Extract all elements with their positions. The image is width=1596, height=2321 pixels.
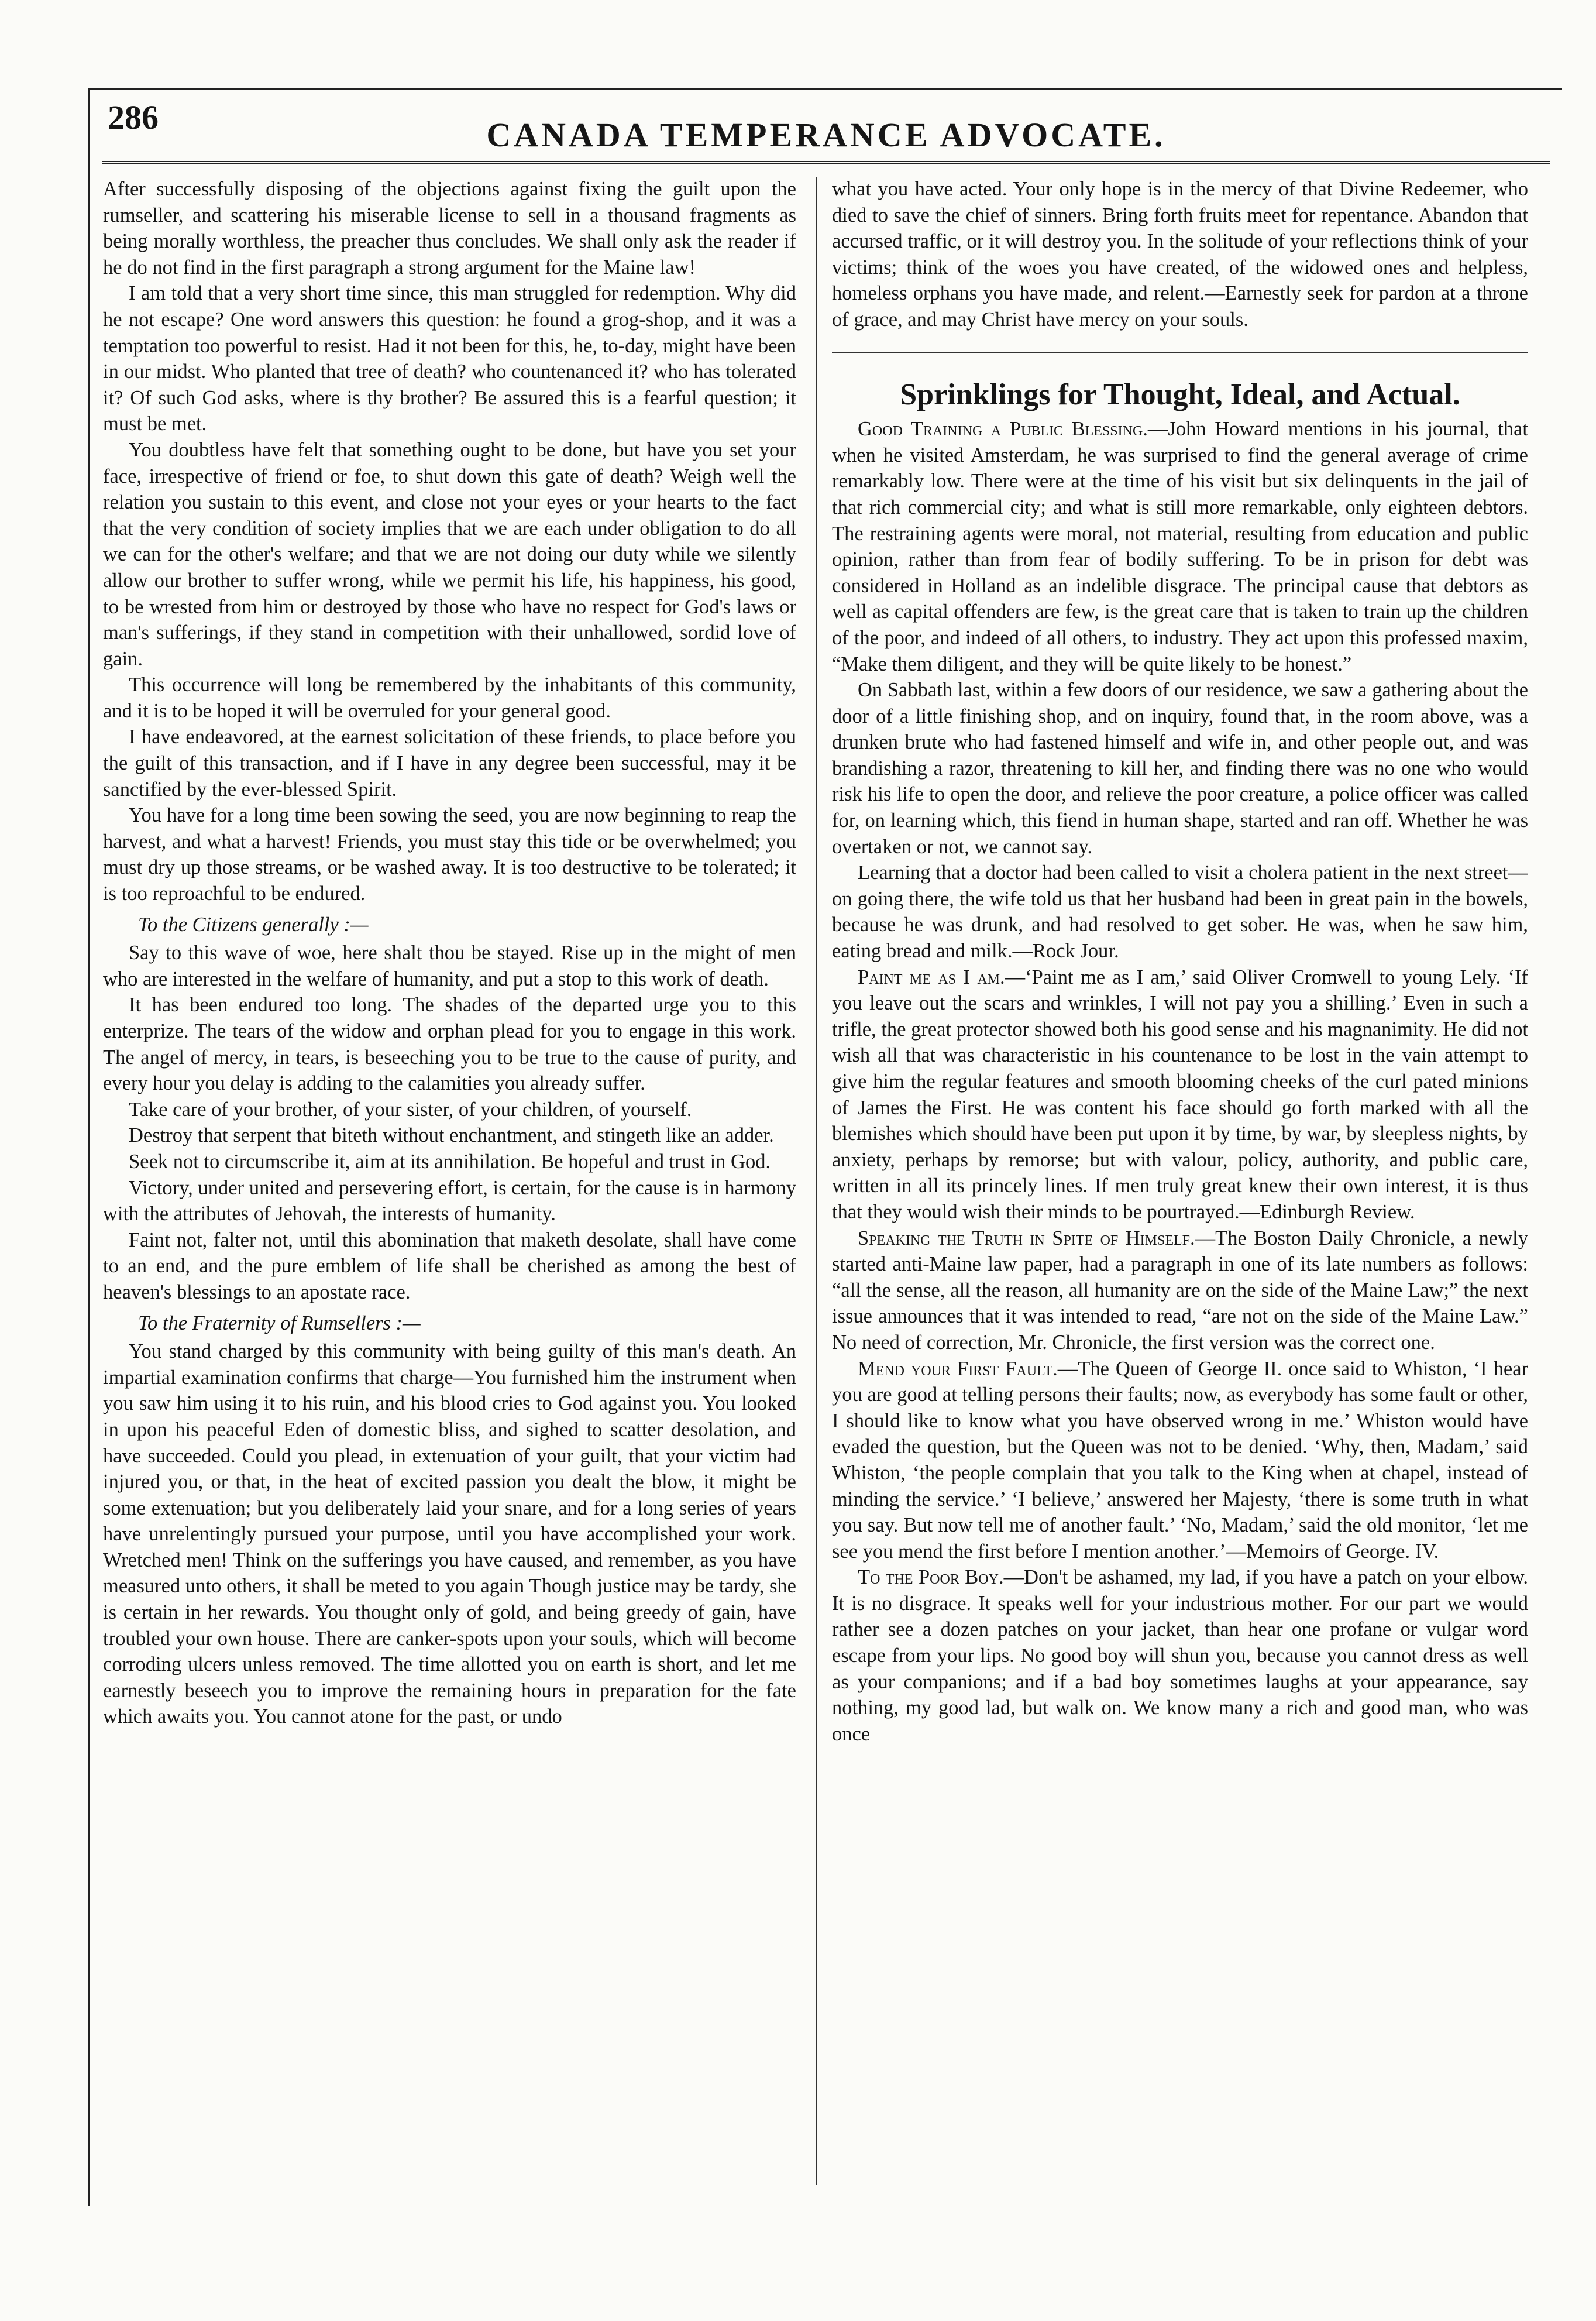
item-lead: Speaking the Truth in Spite of Himself.	[858, 1227, 1195, 1249]
item-text: —Don't be ashamed, my lad, if you have a patch on your elbow. It is no disgrace. It speaks well for your industrious mother. For our part we would rather see a dozen patches on your jacket, than hear one profane or vulgar word escape from your lips. No good boy will shun you, because you cannot dress as well as your companions; and if a bad boy sometimes laughs at your appearance, say nothing, my good lad, but walk on. We know many a rich and good man, who was once	[832, 1566, 1528, 1745]
article-paragraph: After successfully disposing of the objections against fixing the guilt upon the rumseller, and scattering his miserable license to sell in a thousand fragments as being morally worthless, the preacher thus concludes. We shall only ask the reader if he do not find in the first paragraph a strong argument for the Maine law!	[103, 178, 796, 279]
masthead-title: CANADA TEMPERANCE ADVOCATE.	[486, 116, 1166, 154]
sprinkling-item	[832, 964, 1528, 1225]
item-lead: Good Training a Public Blessing.	[858, 418, 1148, 441]
sprinkling-item	[832, 1356, 1528, 1565]
article-paragraph: I have endeavored, at the earnest solicitation of these friends, to place before you the guilt of this transaction, and if I have in any degree been successful, may it be sanctified by the ever-blessed Spirit.	[103, 726, 796, 801]
left-column	[103, 176, 796, 2189]
item-lead: Paint me as I am.	[858, 966, 1005, 988]
article-paragraph: This occurrence will long be remembered by the inhabitants of this community, and it is to be hoped it will be overruled for your general good.	[103, 674, 796, 722]
article-paragraph: It has been endured too long. The shades of the departed urge you to this enterprize. The tears of the widow and orphan plead for you to engage in this work. The angel of mercy, in tears, is beseeching you to be true to the cause of purity, and every hour you delay is adding to the calamities you already suffer.	[103, 994, 796, 1095]
column-divider	[816, 177, 817, 2185]
article-paragraph: Destroy that serpent that biteth without enchantment, and stingeth like an adder.	[129, 1124, 774, 1147]
article-paragraph: You stand charged by this community with being guilty of this man's death. An impartial examination confirms that charge—You furnished him the instrument when you saw him using it to his ruin, and his blood cries to God against you. You looked in upon his peaceful Eden of domestic bliss, and sighed to scatter desolation, and have succeeded. Could you plead, in extenuation of your guilt, that your victim had injured you, or that, in the heat of excited passion you dealt the blow, it might be some extenuation; but you deliberately laid your snare, and for a long series of years have unrelentingly pursued your purpose, until you have accomplished your work. Wretched men! Think on the sufferings you have caused, and remember, as you have measured unto others, it shall be meted to you again Though justice may be tardy, she is certain in her rewards. You thought only of gold, and being greedy of gain, have troubled your own house. There are canker-spots upon your souls, which will become corroding ulcers unless removed. The time allotted you on earth is short, and let me earnestly beseech you to improve the remaining hours in preparation for the fate which awaits you. You cannot atone for the past, or undo	[103, 1340, 796, 1728]
section-label-citizens: To the Citizens generally :—	[138, 913, 369, 936]
item-text: —‘Paint me as I am,’ said Oliver Cromwell to young Lely. ‘If you leave out the scars and wrinkles, I will not pay you a shilling.’ Even in such a trifle, the great protector showed both his good sense and his magnanimity. He did not wish all that was characteristic in his countenance to be lost in the vain attempt to give him the regular features and smooth blooming cheeks of the curl pated minions of James the First. He was content his face should go forth marked with all the blemishes which should have been put upon it by time, by war, by sleepless nights, by anxiety, perhaps by remorse; but with valour, policy, authority, and public care, written in all its princely lines. If men truly great knew their own interest, it is thus that they would wish their minds to be pourtrayed.—Edinburgh Review.	[832, 966, 1528, 1223]
item-text: —John Howard mentions in his journal, that when he visited Amsterdam, he was surprised to find the general average of crime remarkably low. There were at the time of his visit but six delinquents in the jail of that rich commercial city; and what is still more remarkable, only eighteen debtors. The restraining agents were moral, not material, resulting from education and public opinion, rather than from fear of bodily suffering. To be in prison for debt was considered in Holland as an indelible disgrace. The principal cause that debtors as well as capital offenders are few, is the great care that is taken to train up the children of the poor, and indeed of all others, to industry. They act upon this professed maxim, “Make them diligent, and they will be quite likely to be honest.”	[832, 418, 1528, 675]
section-rule	[832, 352, 1528, 353]
newspaper-page	[88, 88, 1562, 2206]
sprinkling-item	[832, 416, 1528, 677]
article-paragraph: Say to this wave of woe, here shalt thou be stayed. Rise up in the might of men who are interested in the welfare of humanity, and put a stop to this work of death.	[103, 942, 796, 990]
article-continuation: what you have acted. Your only hope is in the mercy of that Divine Redeemer, who died to save the chief of sinners. Bring forth fruits meet for repentance. Abandon that accursed traffic, or it will destroy you. In the solitude of your reflections think of your victims; think of the woes you have created, of the widowed ones and helpless, homeless orphans you have made, and relent.—Earnestly seek for pardon at a throne of grace, and may Christ have mercy on your souls.	[832, 178, 1528, 331]
section-heading: Sprinklings for Thought, Ideal, and Actual.	[900, 377, 1460, 411]
sprinkling-item	[832, 1225, 1528, 1356]
item-text: On Sabbath last, within a few doors of our residence, we saw a gathering about the door of a little finishing shop, and on inquiry, found that, in the room above, was a drunken brute who had fastened himself and wife in, and other people out, and was brandishing a razor, threatening to kill her, and finding there was no one who would risk his life to open the door, and relieve the poor creature, a police officer was called for, on learning which, this fiend in human shape, started and ran off. Whether he was overtaken or not, we cannot say.	[832, 679, 1528, 858]
article-paragraph: Seek not to circumscribe it, aim at its annihilation. Be hopeful and trust in God.	[129, 1150, 771, 1173]
article-paragraph: I am told that a very short time since, this man struggled for redemption. Why did he not escape? One word answers this question: he found a grog-shop, and it was a temptation too powerful to resist. Had it not been for this, he, to-day, might have been in our midst. Who planted that tree of death? who countenanced it? who has tolerated it? Of such God asks, where is thy brother? Be assured this is a fearful question; it must be met.	[103, 282, 796, 435]
item-lead: To the Poor Boy.	[858, 1566, 1004, 1589]
sprinkling-item	[832, 677, 1528, 860]
article-paragraph: Victory, under united and persevering effort, is certain, for the cause is in harmony with the attributes of Jehovah, the interests of humanity.	[103, 1176, 796, 1225]
article-paragraph: Take care of your brother, of your sister, of your children, of yourself.	[129, 1098, 692, 1121]
section-label-rumsellers: To the Fraternity of Rumsellers :—	[138, 1311, 421, 1334]
item-text: —The Boston Daily Chronicle, a newly started anti-Maine law paper, had a paragraph in one of its late numbers as follows: “all the sense, all the reason, all humanity are on the side of the Maine Law;” the next issue announces that it was intended to read, “are not on the side of the Maine Law.” No need of correction, Mr. Chronicle, the first version was the correct one.	[832, 1227, 1528, 1354]
article-paragraph: You have for a long time been sowing the seed, you are now beginning to reap the harvest, and what a harvest! Friends, you must stay this tide or be overwhelmed; you must dry up those streams, or be washed away. It is too destructive to be tolerated; it is too reproachful to be endured.	[103, 804, 796, 905]
sprinkling-item	[832, 860, 1528, 964]
page-number: 286	[108, 98, 159, 136]
item-text: Learning that a doctor had been called to visit a cholera patient in the next street—on going there, the wife told us that her husband had been in great pain in the bowels, because he was drunk, and had resolved to get sober. He was, when he saw him, eating bread and milk.—Rock Jour.	[832, 861, 1528, 963]
sprinkling-item	[832, 1564, 1528, 1747]
header-rule	[102, 161, 1550, 164]
right-column	[832, 176, 1528, 2189]
article-paragraph: Faint not, falter not, until this abomination that maketh desolate, shall have come to an end, and the pure emblem of life shall be cherished as among the best of heaven's blessings to an apostate race.	[103, 1228, 796, 1303]
item-text: —The Queen of George II. once said to Whiston, ‘I hear you are good at telling persons their faults; now, as everybody has some fault or other, I should like to know what you have observed wrong in me.’ Whiston would have evaded the question, but the Queen was not to be denied. ‘Why, then, Madam,’ said Whiston, ‘the people complain that you talk to the King when at chapel, instead of minding the service.’ ‘I believe,’ answered her Majesty, ‘there is some truth in what you say. But now tell me of another fault.’ ‘No, Madam,’ said the old monitor, ‘let me see you mend the first before I mention another.’—Memoirs of George. IV.	[832, 1357, 1528, 1563]
item-lead: Mend your First Fault.	[858, 1357, 1058, 1380]
article-paragraph: You doubtless have felt that something ought to be done, but have you set your face, irrespective of friend or foe, to shut down this gate of death? Weigh well the relation you sustain to this event, and close not your eyes or your hearts to the fact that the very condition of society implies that we are each under obligation to do all we can for the other's welfare; and that we are not doing our duty while we silently allow our brother to suffer wrong, while we permit his life, his happiness, his good, to be wrested from him or destroyed by those who have no respect for God's laws or man's sufferings, if they stand in competition with their unhallowed, sordid love of gain.	[103, 438, 796, 670]
